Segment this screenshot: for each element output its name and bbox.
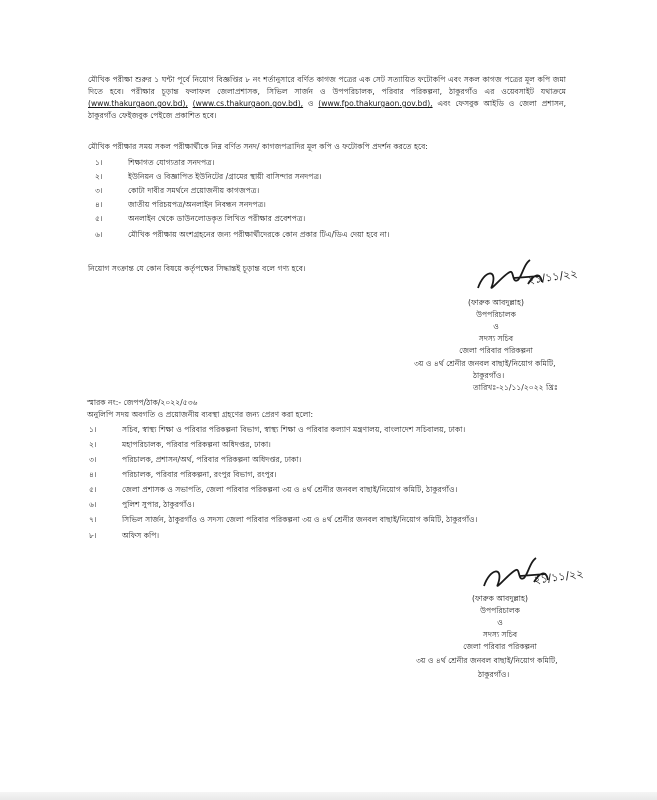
list-item: মহাপরিচালক, পরিবার পরিকল্পনা অধিদপ্তর, ঢাকা। [122,440,271,449]
conjunction-text: ও [307,99,314,108]
signatory-name: (ফারুক আবদুল্লাহ) [468,298,524,307]
list-item: অনলাইন থেকে ডাউনলোডকৃত লিখিত পরীক্ষার প্রবেশপত্র। [128,214,306,223]
final-authority-note: নিয়োগ সংক্রান্ত যে কোন বিষয়ে কর্তৃপক্ষের সিদ্ধান্তই চূড়ান্ত বলে গণ্য হবে। [88,264,306,273]
letter-date: তারিখঃ-২১/১১/২০২২ খ্রিঃ [473,383,558,392]
list-item: সিভিল সার্জন, ঠাকুরগাঁও ও সদস্য জেলা পরিবার পরিকল্পনা ৩য় ও ৪র্থ শ্রেনীর জনবল বাছাই/নিয়োগ কমিটি, ঠাকুরগাঁও। [122,515,478,524]
list-item: মৌখিক পরীক্ষায় অংশগ্রহনের জন্য পরীক্ষার্থীদেরকে কোন প্রকার টিএ/ডিএ দেয়া হবে না। [128,230,390,239]
list-item-number: ৫। [89,485,97,494]
signatory-committee: ৩য় ও ৪র্থ শ্রেনীর জনবল বাছাই/নিয়োগ কমিটি, [414,359,556,368]
list-item: ইউনিয়ন ও বিজ্ঞাপিত ইউনিটের /গ্রামের স্থায়ী বাসিন্দার সনদপত্র। [128,172,322,181]
copy-intro: অনুলিপি সদয় অবগতি ও প্রয়োজনীয় ব্যবস্থা গ্রহণের জন্য প্রেরণ করা হলো: [87,410,314,419]
signatory-designation: উপপরিচালক [476,310,516,319]
signatory-designation: উপপরিচালক [480,606,520,615]
website-link-fpo[interactable]: (www.fpo.thakurgaon.gov.bd), [318,99,433,108]
list-item-number: ৭। [89,515,97,524]
svg-text:২১/১১/২২: ২১/১১/২২ [532,567,585,587]
list-item-number: ৮। [89,531,97,540]
list-item: পুলিশ সুপার, ঠাকুরগাঁও। [122,500,195,509]
signatory-conjunction: ও [493,322,499,331]
signatory-place: ঠাকুরগাঁও। [473,371,505,380]
signatory-block-1 [436,297,556,357]
scan-edge [0,792,657,800]
viva-instructions-paragraph [88,74,566,122]
signatory-member: সদস্য সচিব [478,334,514,343]
signatory-committee: ৩য় ও ৪র্থ শ্রেনীর জনবল বাছাই/নিয়োগ কমিটি, [416,656,558,665]
list-item: শিক্ষাগত যোগ্যতার সনদপত্র। [128,158,215,167]
list-item-number: ৪। [89,470,97,479]
signatory-place: ঠাকুরগাঁও। [478,670,510,679]
list-item-number: ৬। [95,230,103,239]
list-item-number: ২। [95,172,103,181]
signatory-name: (ফারুক আবদুল্লাহ) [472,594,528,603]
list-item: জেলা প্রশাসক ও সভাপতি, জেলা পরিবার পরিকল্পনা ৩য় ও ৪র্থ শ্রেনীর জনবল বাছাই/নিয়োগ কমিটি, ঠাকুরগাঁও। [122,485,458,494]
signatory-office: জেলা পরিবার পরিকল্পনা [459,346,533,355]
signatory-member: সদস্য সচিব [482,630,518,639]
signature-2 [476,550,586,596]
facebook-publication-text: এবং ফেসবুক আইডি ও জেলা প্রশাসন, ঠাকুরগাঁও ফেইজবুক পেইজে প্রকাশিত হবে। [88,99,566,120]
svg-text:২১/১১/২২: ২১/১১/২২ [526,267,579,287]
list-item-number: ৬। [89,500,97,509]
list-item: পরিচালক, পরিবার পরিকল্পনা, রংপুর বিভাগ, রংপুর। [122,470,277,479]
signatory-conjunction: ও [497,618,503,627]
list-item: জাতীয় পরিচয়পত্র/অনলাইন নিবন্ধন সনদপত্র। [128,200,266,209]
memo-number: স্মারক নং:- জেপপ/ঠাক/২০২২/৫৩৬ [87,398,198,407]
list-item-number: ৫। [95,214,103,223]
signatory-block-2 [440,593,560,653]
list-item-number: ২। [89,440,97,449]
list-item-number: ৩। [89,455,97,464]
website-link-civil-surgeon[interactable]: (www.cs.thakurgaon.gov.bd), [192,99,304,108]
list-item: কোটা দাবীর সমর্থনে প্রয়োজনীয় কাগজপত্র। [128,186,260,195]
signatory-office: জেলা পরিবার পরিকল্পনা [463,642,537,651]
list-item: অফিস কপি। [122,531,160,540]
list-item-number: ৩। [95,186,103,195]
list-item-number: ১। [95,158,103,167]
website-link-thakurgaon[interactable]: (www.thakurgaon.gov.bd), [88,99,188,108]
list-item: পরিচালক, প্রশাসন/অর্থ, পরিবার পরিকল্পনা অধিদপ্তর, ঢাকা। [122,455,302,464]
documents-intro: মৌখিক পরীক্ষার সময় সকল পরীক্ষার্থীকে নিম্ন বর্ণিত সনদ/ কাগজপত্রাদির মূল কপি ও ফটোকপি প্রদর্শন করতে হবে: [88,142,428,151]
list-item-number: ৪। [95,200,103,209]
signature-1 [470,250,580,298]
list-item-number: ১। [89,425,97,434]
list-item: সচিব, স্বাস্থ্য শিক্ষা ও পরিবার পরিকল্পনা বিভাগ, স্বাস্থ্য শিক্ষা ও পরিবার কল্যাণ মন্ত্রণালয়, বাংলাদেশ সচিবালয়, ঢাকা। [122,425,466,434]
viva-instructions-text: মৌখিক পরীক্ষা শুরুর ১ ঘন্টা পূর্বে নিয়োগ বিজ্ঞপ্তির ৮ নং শর্তানুসারে বর্ণিত কাগজ পত্রের এক সেট সত্যায়িত ফটোকপি এবং সকল কাগজ পত্রের মূল কপি জমা দিতে হবে। পরীক্ষার চূড়ান্ত ফলাফল জেলাপ্রশাসক, সিভিল সার্জন ও উপপরিচালক, পরিবার পরিকল্পনা, ঠাকুরগাঁও এর ওয়েবসাইট যথাক্রমে [88,75,566,96]
